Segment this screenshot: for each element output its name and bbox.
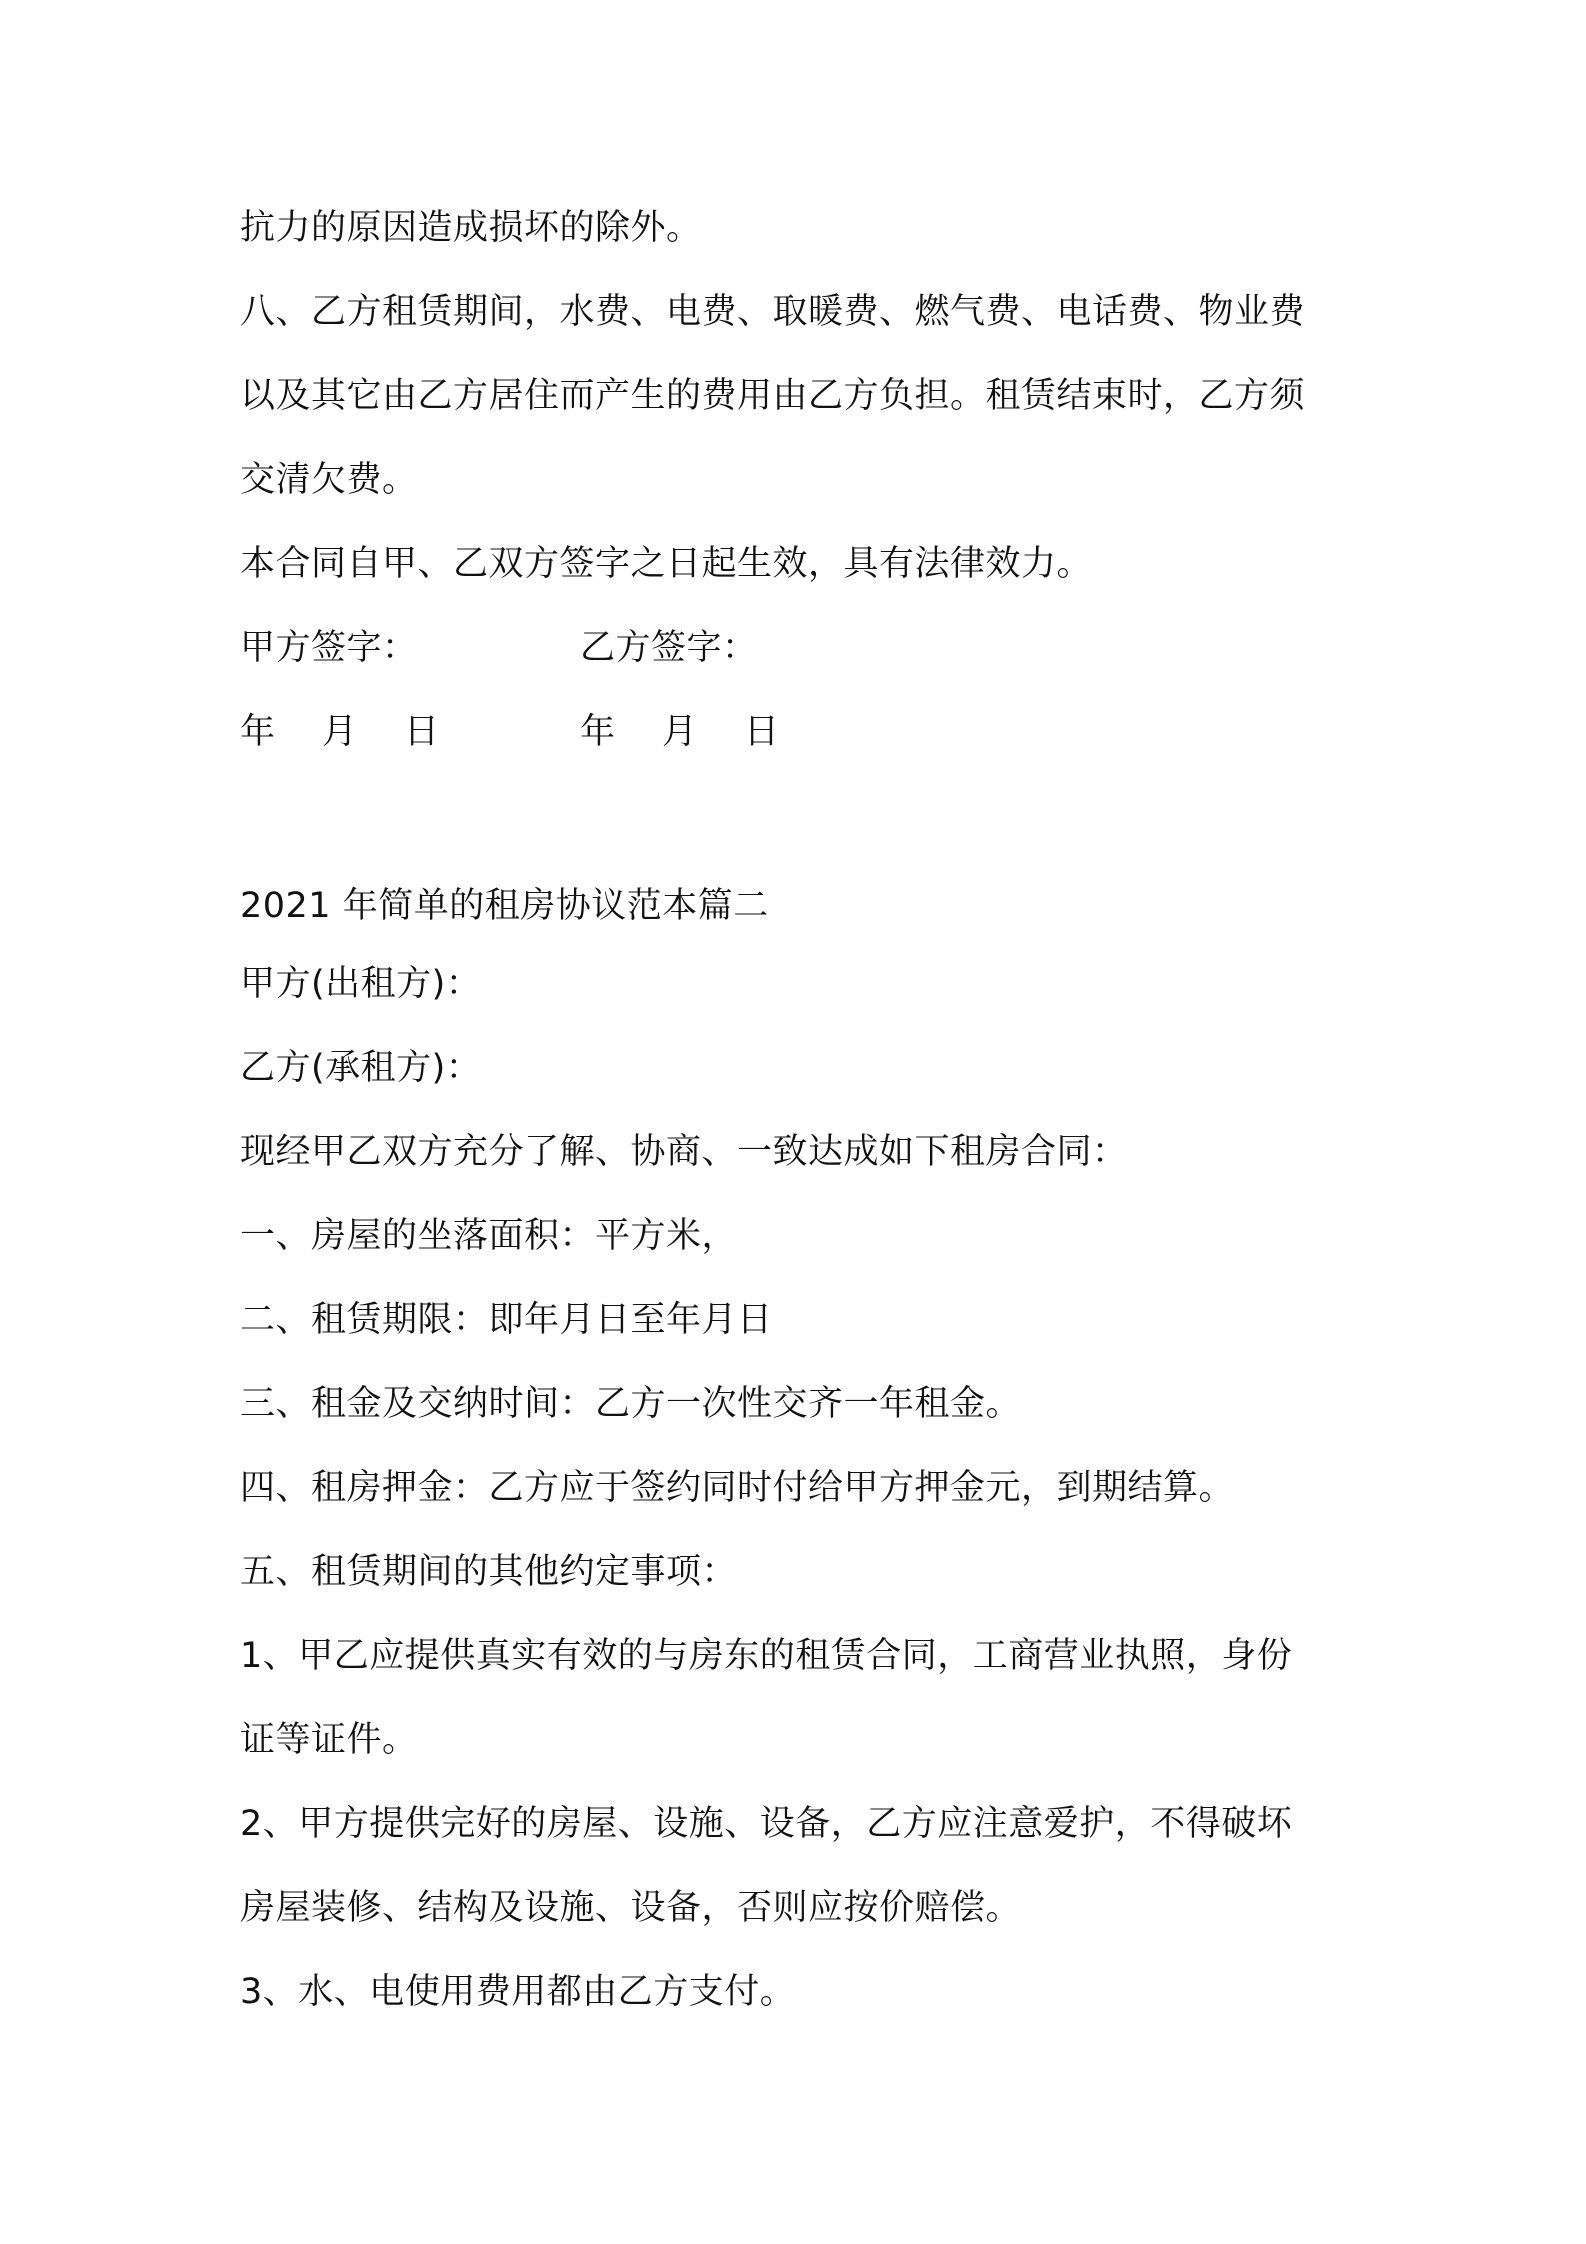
paragraph-line: 本合同自甲、乙双方签字之日起生效，具有法律效力。 [240,544,1093,584]
section-title: 2021 年简单的租房协议范本篇二 [240,886,769,926]
section-line: 甲方(出租方)： [240,964,482,1004]
section-line: 四、租房押金：乙方应于签约同时付给甲方押金元，到期结算。 [240,1468,1235,1508]
section-line: 二、租赁期限：即年月日至年月日 [240,1300,773,1340]
section-line: 现经甲乙双方充分了解、协商、一致达成如下租房合同： [240,1132,1128,1172]
paragraph-line: 抗力的原因造成损坏的除外。 [240,208,702,248]
section-line: 一、房屋的坐落面积：平方米， [240,1216,738,1256]
section-line: 证等证件。 [240,1720,418,1760]
section-line: 乙方(承租方)： [240,1048,482,1088]
paragraph-line: 以及其它由乙方居住而产生的费用由乙方负担。租赁结束时，乙方须 [240,376,1306,416]
section-line: 2、甲方提供完好的房屋、设施、设备，乙方应注意爱护，不得破坏 [240,1804,1293,1844]
party-a-date: 年 月 日 [240,712,440,752]
paragraph-line: 八、乙方租赁期间，水费、电费、取暖费、燃气费、电话费、物业费 [240,292,1306,332]
section-line: 房屋装修、结构及设施、设备，否则应按价赔偿。 [240,1888,1022,1928]
section-line: 三、租金及交纳时间：乙方一次性交齐一年租金。 [240,1384,1022,1424]
paragraph-line: 交清欠费。 [240,460,418,500]
section-line: 3、水、电使用费用都由乙方支付。 [240,1972,796,2012]
party-a-signature-label: 甲方签字： [240,628,418,668]
section-line: 1、甲乙应提供真实有效的与房东的租赁合同，工商营业执照，身份 [240,1636,1293,1676]
party-b-signature-label: 乙方签字： [580,628,758,668]
section-line: 五、租赁期间的其他约定事项： [240,1552,738,1592]
party-b-date: 年 月 日 [580,712,780,752]
